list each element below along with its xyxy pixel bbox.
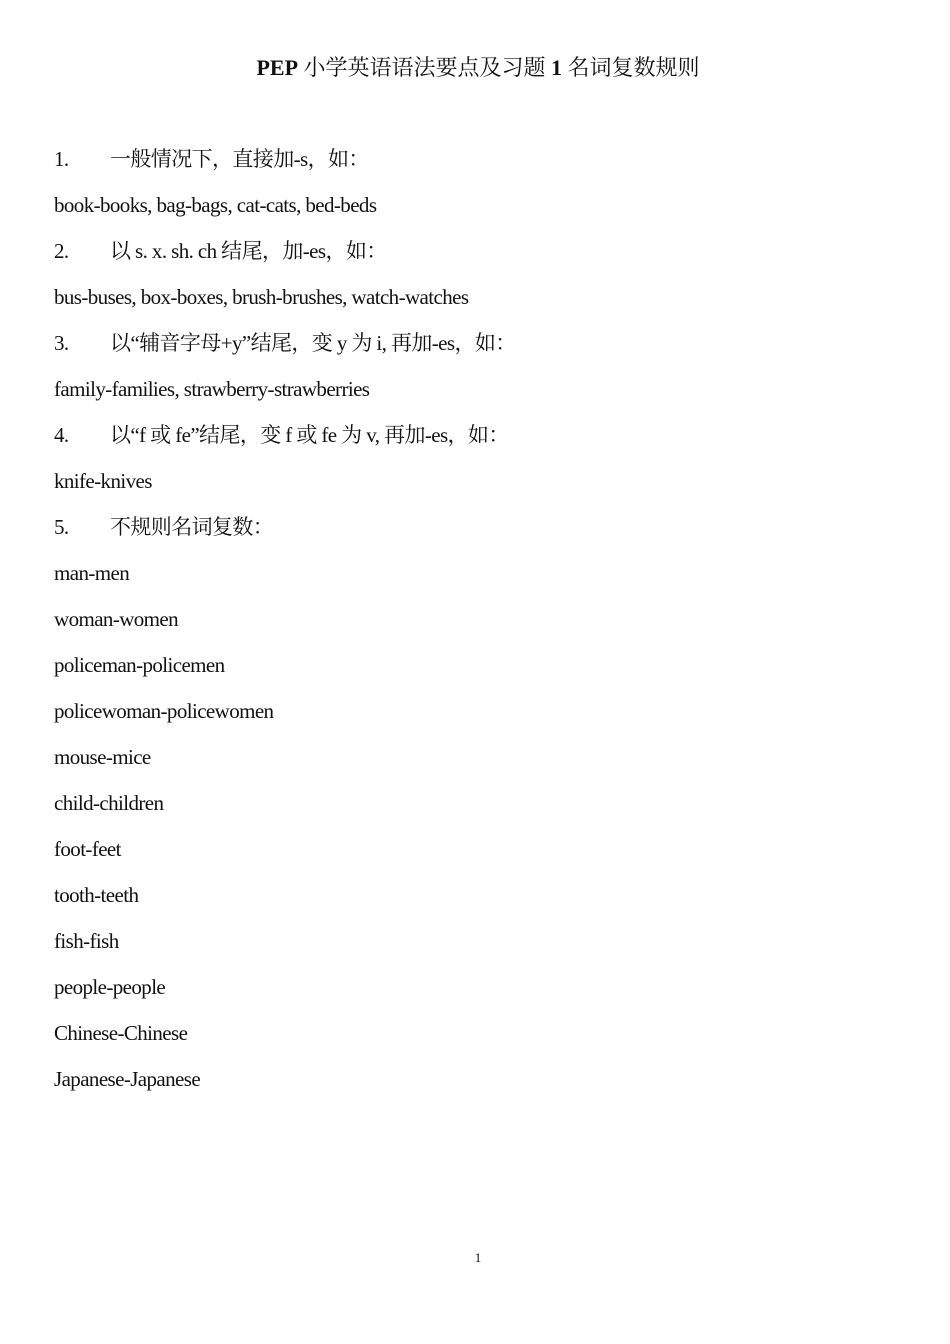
rule-heading	[54, 234, 914, 280]
example-line: woman-women	[54, 607, 179, 631]
rule-number: 1.	[54, 147, 69, 171]
page-title	[0, 52, 950, 84]
example-line: bus-buses, box-boxes, brush-brushes, watch-watches	[54, 285, 469, 309]
example-line: tooth-teeth	[54, 883, 139, 907]
rule-heading	[54, 142, 914, 188]
rule-heading	[54, 510, 914, 556]
example-line: mouse-mice	[54, 745, 151, 769]
title-prefix: PEP	[256, 55, 299, 80]
title-number: 1	[551, 55, 563, 80]
example-line: Chinese-Chinese	[54, 1021, 188, 1045]
rule-text: 不规则名词复数：	[110, 515, 274, 539]
example-line: people-people	[54, 975, 166, 999]
rule-text: 以“辅音字母+y”结尾，变 y 为 i, 再加-es，如：	[110, 331, 516, 355]
rule-heading	[54, 418, 914, 464]
rule-number: 3.	[54, 331, 69, 355]
example-line: man-men	[54, 561, 130, 585]
example-line: child-children	[54, 791, 164, 815]
example-line: policewoman-policewomen	[54, 699, 274, 723]
example-line: policeman-policemen	[54, 653, 225, 677]
rules-list	[54, 142, 914, 1108]
rule-text: 以 s. x. sh. ch 结尾，加-es，如：	[110, 239, 387, 263]
example-line: book-books, bag-bags, cat-cats, bed-beds	[54, 193, 377, 217]
rule-heading	[54, 326, 914, 372]
example-line: knife-knives	[54, 469, 152, 493]
example-line: foot-feet	[54, 837, 121, 861]
rule-text: 一般情况下，直接加-s，如：	[110, 147, 369, 171]
page-number: 1	[474, 1250, 482, 1265]
example-line: fish-fish	[54, 929, 119, 953]
example-line: family-families, strawberry-strawberries	[54, 377, 370, 401]
rule-text: 以“f 或 fe”结尾，变 f 或 fe 为 v, 再加-es，如：	[110, 423, 509, 447]
title-suffix: 名词复数规则	[562, 55, 700, 80]
rule-number: 5.	[54, 515, 69, 539]
title-middle: 小学英语语法要点及习题	[298, 55, 552, 80]
rule-number: 4.	[54, 423, 69, 447]
example-line: Japanese-Japanese	[54, 1067, 201, 1091]
rule-number: 2.	[54, 239, 69, 263]
